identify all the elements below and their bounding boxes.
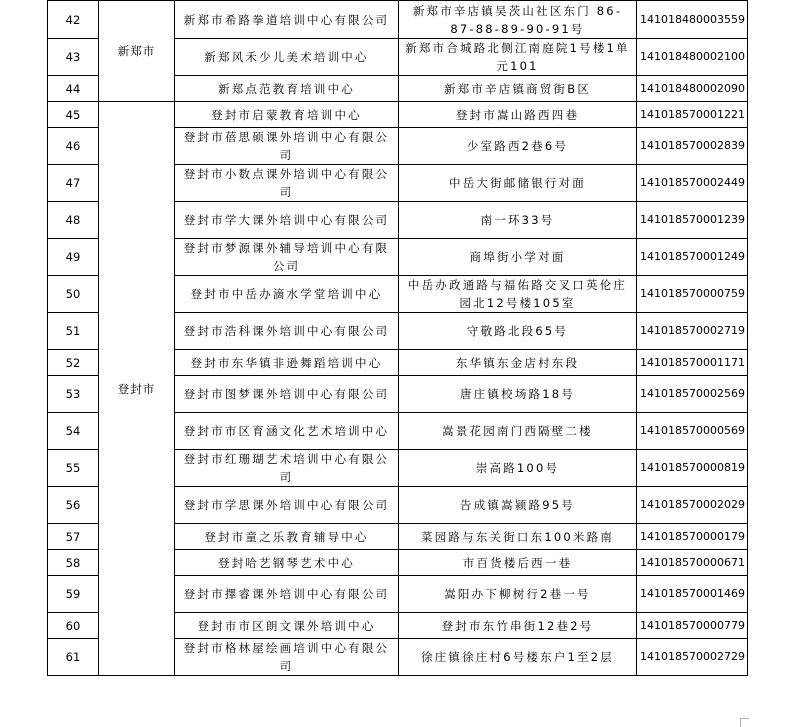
institution-address: 守敬路北段65号 <box>399 313 637 350</box>
license-code: 141018570000779 <box>637 613 748 639</box>
row-number: 48 <box>48 202 99 239</box>
license-code: 141018570000179 <box>637 524 748 550</box>
institution-name: 登封市学思课外培训中心有限公司 <box>175 487 399 524</box>
row-number: 58 <box>48 550 99 576</box>
license-code: 141018570001171 <box>637 350 748 376</box>
row-number: 56 <box>48 487 99 524</box>
institution-name: 登封市市区育涵文化艺术培训中心 <box>175 413 399 450</box>
institution-address: 市百货楼后西一巷 <box>399 550 637 576</box>
institution-name: 登封市浩科课外培训中心有限公司 <box>175 313 399 350</box>
table-row <box>48 102 748 128</box>
row-number: 50 <box>48 276 99 313</box>
institution-address: 唐庄镇校场路18号 <box>399 376 637 413</box>
institution-name: 登封市童之乐教育辅导中心 <box>175 524 399 550</box>
institution-address: 少室路西2巷6号 <box>399 128 637 165</box>
row-number: 60 <box>48 613 99 639</box>
license-code: 141018570002729 <box>637 639 748 676</box>
license-code: 141018570002029 <box>637 487 748 524</box>
institution-address: 中岳办政通路与福佑路交叉口英伦庄园北12号楼105室 <box>399 276 637 313</box>
institution-address: 新郑市辛店镇商贸街B区 <box>399 76 637 102</box>
institution-name: 登封市市区朗文课外培训中心 <box>175 613 399 639</box>
table-row <box>48 1 748 39</box>
institution-address: 徐庄镇徐庄村6号楼东户1至2层 <box>399 639 637 676</box>
license-code: 141018570000671 <box>637 550 748 576</box>
institution-name: 登封市启蒙教育培训中心 <box>175 102 399 128</box>
row-number: 59 <box>48 576 99 613</box>
license-code: 141018480002100 <box>637 39 748 76</box>
row-number: 49 <box>48 239 99 276</box>
institution-name: 新郑点范教育培训中心 <box>175 76 399 102</box>
row-number: 61 <box>48 639 99 676</box>
institution-name: 登封市小数点课外培训中心有限公司 <box>175 165 399 202</box>
institution-address: 嵩阳办下柳树行2巷一号 <box>399 576 637 613</box>
license-code: 141018570001239 <box>637 202 748 239</box>
registry-table <box>47 0 748 676</box>
institution-address: 南一环33号 <box>399 202 637 239</box>
district-cell: 新郑市 <box>99 1 175 102</box>
institution-name: 登封市学大课外培训中心有限公司 <box>175 202 399 239</box>
institution-name: 新郑风禾少儿美术培训中心 <box>175 39 399 76</box>
institution-name: 登封市红珊瑚艺术培训中心有限公司 <box>175 450 399 487</box>
institution-name: 登封哈艺钢琴艺术中心 <box>175 550 399 576</box>
license-code: 141018570000569 <box>637 413 748 450</box>
district-cell: 登封市 <box>99 102 175 676</box>
row-number: 47 <box>48 165 99 202</box>
institution-address: 嵩景花园南门西隔壁二楼 <box>399 413 637 450</box>
institution-address: 登封市嵩山路西四巷 <box>399 102 637 128</box>
row-number: 46 <box>48 128 99 165</box>
institution-name: 登封市东华镇非逊舞蹈培训中心 <box>175 350 399 376</box>
row-number: 42 <box>48 1 99 39</box>
license-code: 141018570000819 <box>637 450 748 487</box>
row-number: 54 <box>48 413 99 450</box>
row-number: 45 <box>48 102 99 128</box>
row-number: 55 <box>48 450 99 487</box>
institution-name: 登封市梦源课外辅导培训中心有限公司 <box>175 239 399 276</box>
license-code: 141018570000759 <box>637 276 748 313</box>
row-number: 44 <box>48 76 99 102</box>
license-code: 141018570002569 <box>637 376 748 413</box>
license-code: 141018570001469 <box>637 576 748 613</box>
row-number: 43 <box>48 39 99 76</box>
license-code: 141018570002449 <box>637 165 748 202</box>
license-code: 141018480003559 <box>637 1 748 39</box>
institution-name: 登封市中岳办滴水学堂培训中心 <box>175 276 399 313</box>
row-number: 52 <box>48 350 99 376</box>
institution-address: 商埠街小学对面 <box>399 239 637 276</box>
institution-name: 登封市图梦课外培训中心有限公司 <box>175 376 399 413</box>
license-code: 141018570001249 <box>637 239 748 276</box>
institution-address: 东华镇东金店村东段 <box>399 350 637 376</box>
row-number: 57 <box>48 524 99 550</box>
license-code: 141018570001221 <box>637 102 748 128</box>
institution-address: 新郑市合城路北侧江南庭院1号楼1单元101 <box>399 39 637 76</box>
license-code: 141018570002719 <box>637 313 748 350</box>
institution-address: 新郑市辛店镇吴茨山社区东门 86-87-88-89-90-91号 <box>399 1 637 39</box>
institution-address: 登封市东竹串街12巷2号 <box>399 613 637 639</box>
institution-name: 新郑市希路拳道培训中心有限公司 <box>175 1 399 39</box>
institution-address: 中岳大街邮储银行对面 <box>399 165 637 202</box>
row-number: 51 <box>48 313 99 350</box>
institution-address: 菜园路与东关街口东100米路南 <box>399 524 637 550</box>
institution-name: 登封市蓓思硕课外培训中心有限公司 <box>175 128 399 165</box>
institution-address: 告成镇嵩颍路95号 <box>399 487 637 524</box>
institution-name: 登封市擇睿课外培训中心有限公司 <box>175 576 399 613</box>
license-code: 141018570002839 <box>637 128 748 165</box>
row-number: 53 <box>48 376 99 413</box>
institution-address: 崇高路100号 <box>399 450 637 487</box>
institution-name: 登封市格林屋绘画培训中心有限公司 <box>175 639 399 676</box>
license-code: 141018480002090 <box>637 76 748 102</box>
